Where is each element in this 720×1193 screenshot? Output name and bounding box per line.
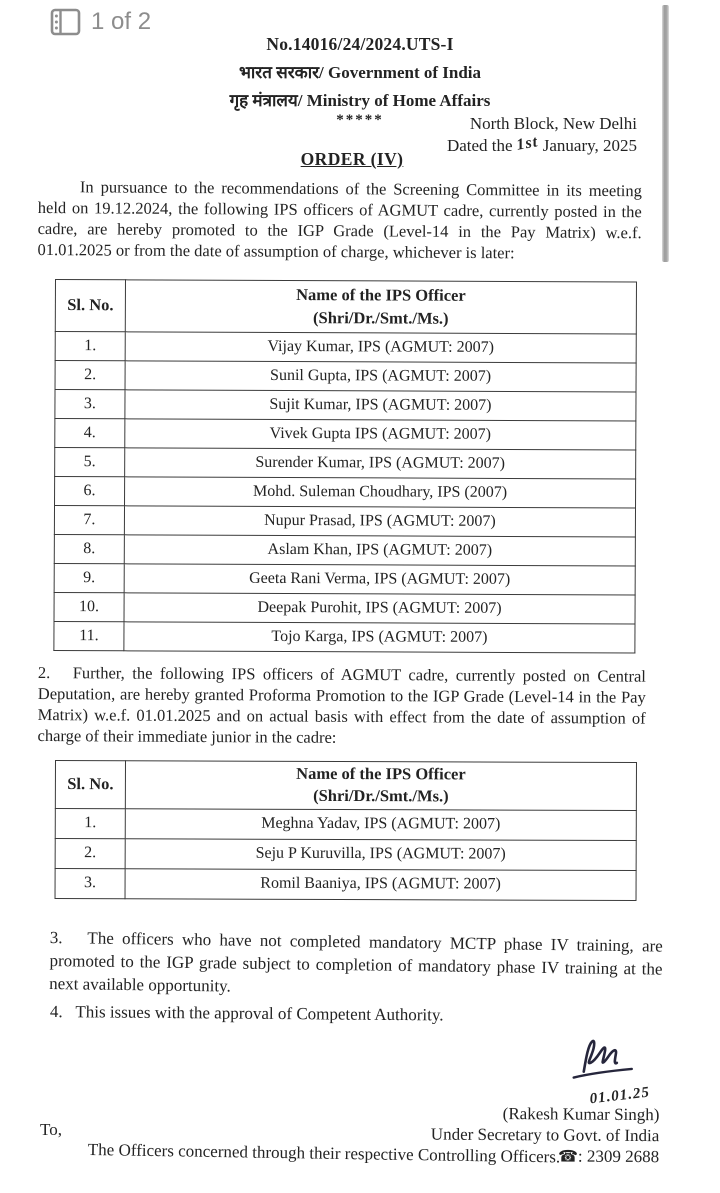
cell-name: Vivek Gupta IPS (AGMUT: 2007) — [125, 419, 636, 450]
cell-name: Sujit Kumar, IPS (AGMUT: 2007) — [125, 390, 636, 421]
date-suffix: January, 2025 — [542, 136, 637, 155]
cell-sl: 11. — [54, 621, 124, 650]
date-prefix: Dated the — [446, 136, 513, 155]
table-header-row — [55, 280, 636, 335]
table-row — [55, 390, 636, 422]
org-government-line: भारत सरकार/ Government of India — [238, 63, 482, 82]
header-officer-name — [125, 761, 636, 810]
paragraph-3: 3. The officers who have not completed mandatory MCTP phase IV training, are promoted to the IGP grade subject to completion of mandatory phase IV training at the next available opportunity. — [49, 927, 663, 996]
place-line: North Block, New Delhi — [469, 114, 637, 133]
to-label: To, — [40, 1120, 62, 1139]
reference-number: No.14016/24/2024.UTS-I — [266, 34, 454, 54]
cell-name: Romil Baaniya, IPS (AGMUT: 2007) — [125, 868, 636, 900]
cell-name: Surender Kumar, IPS (AGMUT: 2007) — [125, 448, 636, 479]
table-row — [54, 592, 635, 624]
promotion-table-1 — [53, 279, 637, 654]
cell-name: Seju P Kuruvilla, IPS (AGMUT: 2007) — [125, 838, 636, 870]
table-row — [55, 477, 636, 509]
cell-name: Mohd. Suleman Choudhary, IPS (2007) — [125, 477, 636, 508]
cell-name: Tojo Karga, IPS (AGMUT: 2007) — [124, 622, 635, 653]
telephone-icon: ☎ — [557, 1146, 578, 1166]
cell-sl: 1. — [55, 808, 125, 838]
cell-sl: 2. — [55, 838, 125, 868]
cell-name: Deepak Purohit, IPS (AGMUT: 2007) — [124, 593, 635, 624]
cell-name: Sunil Gupta, IPS (AGMUT: 2007) — [125, 361, 636, 392]
order-title: ORDER (IV) — [300, 149, 404, 169]
cell-name: Nupur Prasad, IPS (AGMUT: 2007) — [124, 506, 635, 537]
table-row — [54, 621, 635, 653]
table-row — [54, 563, 635, 595]
cell-sl: 6. — [55, 477, 125, 506]
cell-name: Vijay Kumar, IPS (AGMUT: 2007) — [125, 332, 636, 363]
cell-sl: 9. — [54, 563, 124, 592]
cell-sl: 4. — [55, 419, 125, 448]
cell-sl: 5. — [55, 448, 125, 477]
header-officer-name-line1: Name of the IPS Officer — [296, 763, 466, 784]
cell-sl: 1. — [55, 332, 125, 361]
signatory-designation: Under Secretary to Govt. of India — [430, 1124, 660, 1146]
handwritten-date-day: 1st — [514, 133, 540, 154]
phone-number: : 2309 2688 — [577, 1146, 660, 1167]
cell-sl: 10. — [54, 592, 124, 621]
table-row — [55, 419, 636, 451]
table-row — [55, 838, 636, 870]
cell-name: Meghna Yadav, IPS (AGMUT: 2007) — [125, 808, 636, 840]
cell-sl: 2. — [55, 361, 125, 390]
page-thumbnails-icon[interactable] — [50, 8, 81, 36]
header-officer-name-line1: Name of the IPS Officer — [296, 285, 466, 306]
table-row — [55, 361, 636, 393]
header-officer-name-line2: (Shri/Dr./Smt./Ms.) — [313, 307, 449, 328]
header-sl-no: Sl. No. — [55, 280, 125, 332]
table-row — [54, 534, 635, 566]
header-officer-name-line2: (Shri/Dr./Smt./Ms.) — [313, 786, 449, 806]
header-sl-no: Sl. No. — [55, 761, 125, 809]
cell-sl: 8. — [54, 534, 124, 563]
signature-scribble-icon — [350, 1036, 642, 1085]
cell-name: Aslam Khan, IPS (AGMUT: 2007) — [124, 535, 635, 566]
cell-sl: 3. — [55, 390, 125, 419]
paragraph-2: 2. Further, the following IPS officers of AGMUT cadre, currently posted on Central Deputation, are hereby granted Proforma Promotion to the IGP Grade (Level-14 in the Pay Matrix) w.e.f. 01.01.2025 and on actual basis with effect from the date of assumption of charge of their immediate junior in the cadre: — [37, 663, 646, 747]
promotion-table-2 — [55, 760, 637, 901]
table-header-row — [55, 761, 636, 811]
table-row — [54, 506, 635, 538]
signatory-name: (Rakesh Kumar Singh) — [502, 1104, 660, 1125]
cell-sl: 3. — [55, 868, 125, 898]
table-row — [55, 868, 636, 900]
table-row — [55, 332, 636, 364]
header-officer-name — [125, 280, 636, 334]
page-indicator — [50, 8, 151, 36]
signature-date-handwritten: 01.01.25 — [588, 1084, 651, 1108]
separator-stars: ***** — [336, 112, 384, 128]
addressee-line: The Officers concerned through their respective Controlling Officers. — [87, 1140, 561, 1167]
paragraph-4: 4. This issues with the approval of Competent Authority. — [49, 1001, 444, 1025]
table-row — [55, 448, 636, 480]
page-indicator-label: 1 of 2 — [91, 8, 152, 35]
cell-sl: 7. — [54, 506, 124, 535]
paragraph-1: In pursuance to the recommendations of the Screening Committee in its meeting held on 19.12.2024, the following IPS officers of AGMUT cadre, currently posted in the cadre, are hereby promoted to the IGP Grade (Level-14 in the Pay Matrix) w.e.f. 01.01.2025 or from the date of assumption of charge, whichever is later: — [37, 177, 642, 263]
table-row — [55, 808, 636, 840]
org-ministry-line: गृह मंत्रालय/ Ministry of Home Affairs — [229, 91, 491, 110]
cell-name: Geeta Rani Verma, IPS (AGMUT: 2007) — [124, 564, 635, 595]
scan-edge-line — [662, 5, 669, 262]
